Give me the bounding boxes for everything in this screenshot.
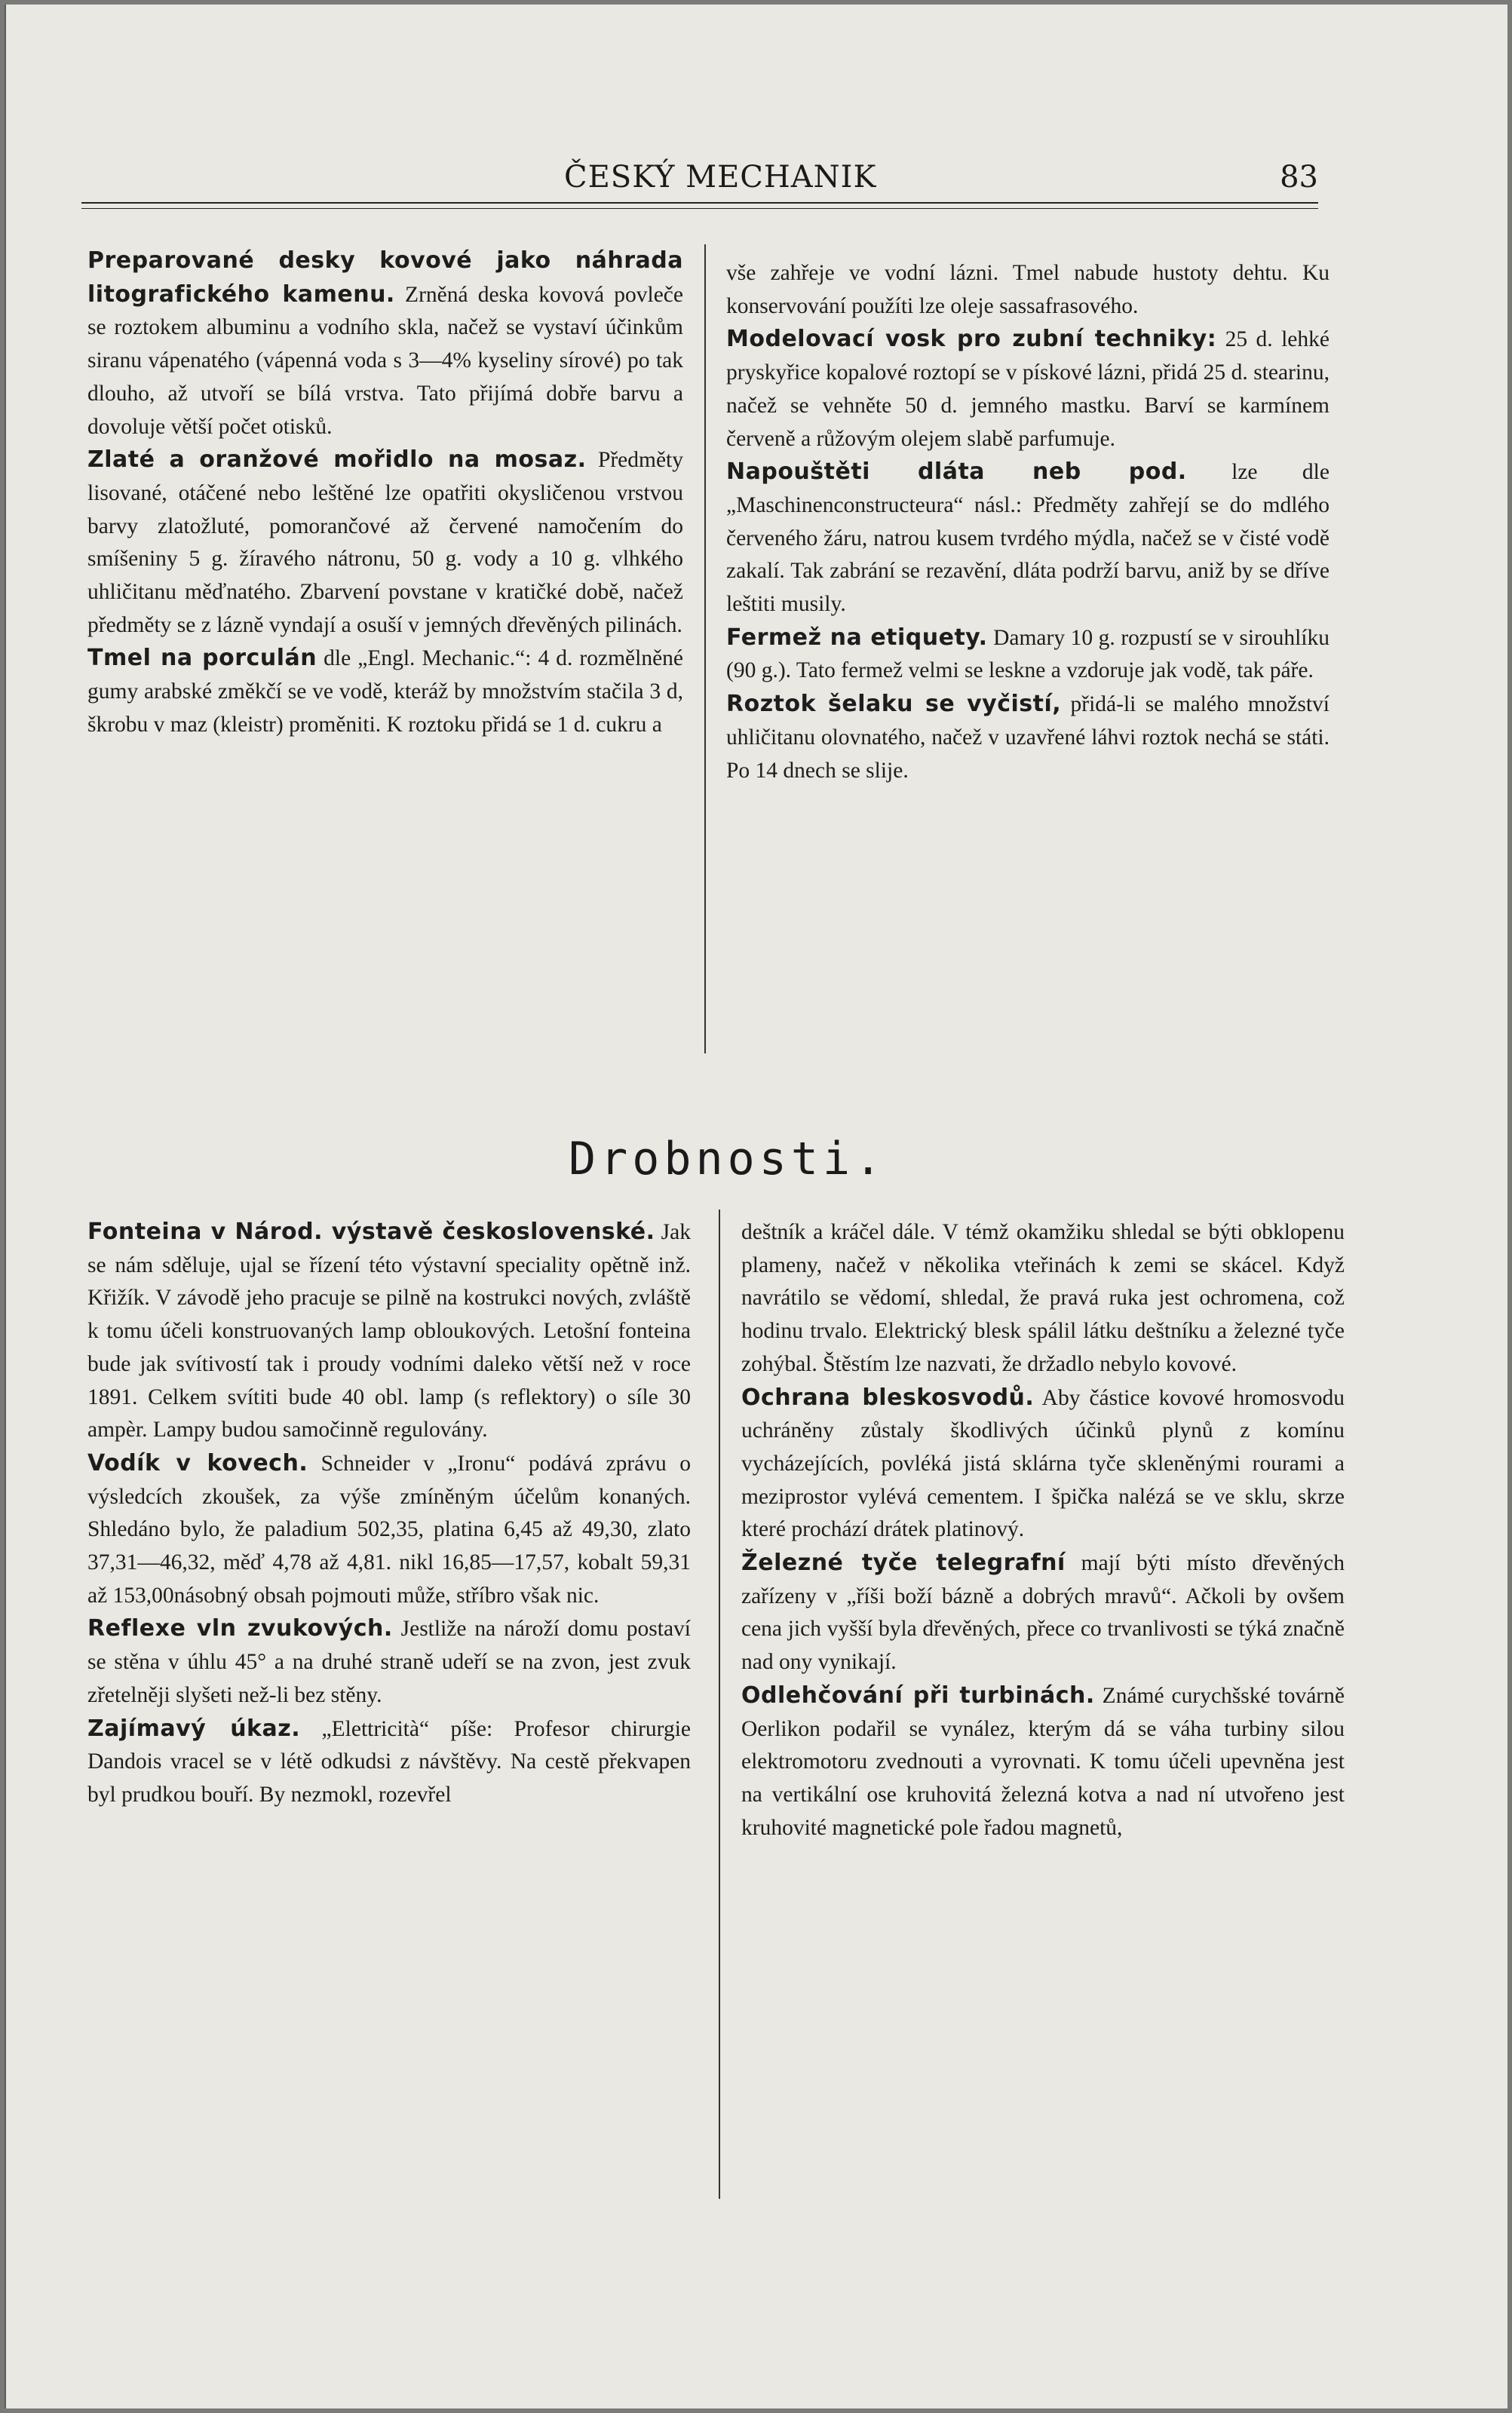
article-heading: Zlaté a oranžové mořidlo na mosaz. bbox=[87, 446, 587, 474]
bottom-left-column bbox=[87, 1216, 691, 1812]
article-text: mají býti místo dřevěných zařízeny v „říši boží bázně a dobrých mravů“. Ačkoli by ovšem cena jich vyšší byla dřevěných, přece co trvanlivosti se týká značně nad ony vynikají. bbox=[741, 1551, 1345, 1675]
article-heading: Tmel na porculán bbox=[87, 645, 317, 672]
article-text: deštník a kráčel dále. V témž okamžiku shledal se býti obklopenu plameny, načež v několika vteřinách k zemi se skácel. Když navrátilo se vědomí, shledal, že pravá ruka jest ochromena, což hodinu trvalo. Elektrický blesk spálil látku deštníku a železné tyče zohýbal. Štěstím lze nazvati, že držadlo nebylo kovové. bbox=[741, 1220, 1345, 1376]
article-text: vše zahřeje ve vodní lázni. Tmel nabude hustoty dehtu. Ku konservování použíti lze oleje sassafrasového. bbox=[726, 261, 1330, 318]
article-text: 25 d. lehké pryskyřice kopalové roztopí se v pískové lázni, přidá 25 d. stearinu, načež se vehněte 50 d. jemného mastku. Barví se karmínem červeně a růžovým olejem slabě parfumuje. bbox=[726, 327, 1330, 451]
article bbox=[87, 244, 683, 443]
article bbox=[741, 1381, 1345, 1547]
article-text: „Elettricità“ píše: Profesor chirurgie Dandois vracel se v létě odkudsi z návštěvy. Na cestě překvapen byl prudkou bouří. By nezmokl, rozevřel bbox=[87, 1716, 691, 1807]
article bbox=[87, 443, 683, 642]
top-right-column bbox=[726, 256, 1330, 787]
article-text: Jestliže na nároží domu postaví se stěna v úhlu 45° a na druhé straně udeří se na zvon, jest zvuk zřetelněji slyšeti než-li bez stěny. bbox=[87, 1617, 691, 1707]
article bbox=[726, 688, 1330, 787]
article-text: dle „Engl. Mechanic.“: 4 d. rozmělněné gumy arabské změkčí se ve vodě, kteráž by množstvím stačila 3 d, škrobu v maz (kleistr) proměniti. K roztoku přidá se 1 d. cukru a bbox=[87, 646, 684, 737]
page-header bbox=[81, 160, 1318, 205]
article bbox=[87, 1612, 691, 1712]
article-text: Jak se nám sděluje, ujal se řízení této výstavní speciality opětně inž. Křižík. V závodě jeho pracuje se pilně na kostrukci nových, zvláště k tomu účeli konstruovaných lamp obloukových. Letošní fonteina bude jak svítivostí tak i proudy vodními daleko větší než v roce 1891. Celkem svítiti bude 40 obl. lamp (s reflektory) o síle 30 ampèr. Lampy budou samočinně regulovány. bbox=[87, 1220, 691, 1443]
article-text: Předměty lisované, otáčené nebo leštěné lze opatřiti okysličenou vrstvou barvy zlatožluté, pomorančové až červené namočením do smíšeniny 5 g. žíravého nátronu, 50 g. vody a 10 g. vlhkého uhličitanu měďnatého. Zbarvení povstane v kratičké době, načež předměty se z lázně vyndají a osuší v jemných dřevěných pilinách. bbox=[87, 448, 683, 637]
article-text: Zrněná deska kovová povleče se roztokem albuminu a vodního skla, načež se vystaví účinkům siranu vápenatého (vápenná voda s 3—4% kyseliny sírové) po tak dlouho, až utvoří se bílá vrstva. Tato přijímá dobře barvu a dovoluje větší počet otisků. bbox=[87, 282, 683, 439]
article-heading: Ochrana bleskosvodů. bbox=[741, 1384, 1035, 1411]
article-heading: Fermež na etiquety. bbox=[726, 624, 988, 651]
article bbox=[726, 621, 1330, 688]
article-text: Damary 10 g. rozpustí se v sirouhlíku (90 g.). Tato fermež velmi se leskne a vzdoruje jak vodě, tak páře. bbox=[726, 625, 1330, 683]
article bbox=[87, 642, 683, 741]
article bbox=[726, 455, 1330, 621]
article-heading: Odlehčování při turbinách. bbox=[741, 1682, 1095, 1709]
article-heading: Roztok šelaku se vyčistí, bbox=[726, 691, 1062, 718]
article-text: Známé curychšské továrně Oerlikon podařil se vynález, kterým dá se váha turbiny silou elektromotoru zvednouti a vyrovnati. K tomu účeli upevněna jest na vertikální ose kruhovitá železná kotva a nad ní utvořeno jest kruhovité magnetické pole řadou magnetů, bbox=[741, 1683, 1345, 1840]
article bbox=[741, 1547, 1345, 1679]
running-title: ČESKÝ MECHANIK bbox=[564, 160, 877, 195]
section-title: Drobnosti. bbox=[569, 1133, 887, 1185]
article-heading: Napouštěti dláta neb pod. bbox=[726, 458, 1187, 486]
article bbox=[87, 1447, 691, 1613]
header-rule bbox=[81, 202, 1318, 204]
top-left-column bbox=[87, 244, 683, 742]
article-heading: Modelovací vosk pro zubní techniky: bbox=[726, 326, 1217, 353]
article bbox=[741, 1679, 1345, 1845]
article-text: lze dle „Maschinenconstructeura“ násl.: Předměty zahřejí se do mdlého červeného žáru, natrou kusem tvrdého mýdla, načež se v čisté vodě zakalí. Tak zabrání se rezavění, dláta podrží barvu, aniž by se dříve leštiti musily. bbox=[726, 460, 1330, 617]
article-heading: Železné tyče telegrafní bbox=[741, 1550, 1066, 1577]
article bbox=[87, 1216, 691, 1447]
article-heading: Zajímavý úkaz. bbox=[87, 1715, 301, 1742]
article-heading: Vodík v kovech. bbox=[87, 1449, 308, 1476]
article bbox=[87, 1712, 691, 1812]
article-heading: Reflexe vln zvukových. bbox=[87, 1615, 393, 1642]
article-text: Aby částice kovové hromosvodu uchráněny zůstaly škodlivých účinků plynů z komínu vycházejících, povléká jistá sklárna tyče skleněnými rourami a meziprostor vylévá cementem. I špička nalézá se ve sklu, skrze které prochází drátek platinový. bbox=[741, 1385, 1345, 1542]
page bbox=[5, 5, 1507, 2408]
article bbox=[726, 256, 1330, 323]
header-rule-thin bbox=[81, 208, 1318, 209]
page-number: 83 bbox=[1280, 160, 1318, 195]
article-heading: Fonteina v Národ. výstavě československé. bbox=[87, 1219, 655, 1245]
bottom-right-column bbox=[741, 1216, 1345, 1844]
article-text: přidá-li se malého množství uhličitanu olovnatého, načež v uzavřené láhvi roztok nechá se státi. Po 14 dnech se slije. bbox=[726, 692, 1330, 783]
article bbox=[726, 323, 1330, 455]
article-heading: Preparované desky kovové jako náhrada litografického kamenu. bbox=[87, 247, 683, 308]
article bbox=[741, 1216, 1345, 1381]
article-text: Schneider v „Ironu“ podává zprávu o výsledcích zkoušek, za výše zmíněným účelům konaných. Shledáno bylo, že paladium 502,35, platina 6,45 až 49,30, zlato 37,31—46,32, měď 4,78 až 4,81. nikl 16,85—17,57, kobalt 59,31 až 153,00násobný obsah pojmouti může, stříbro však nic. bbox=[87, 1451, 691, 1608]
